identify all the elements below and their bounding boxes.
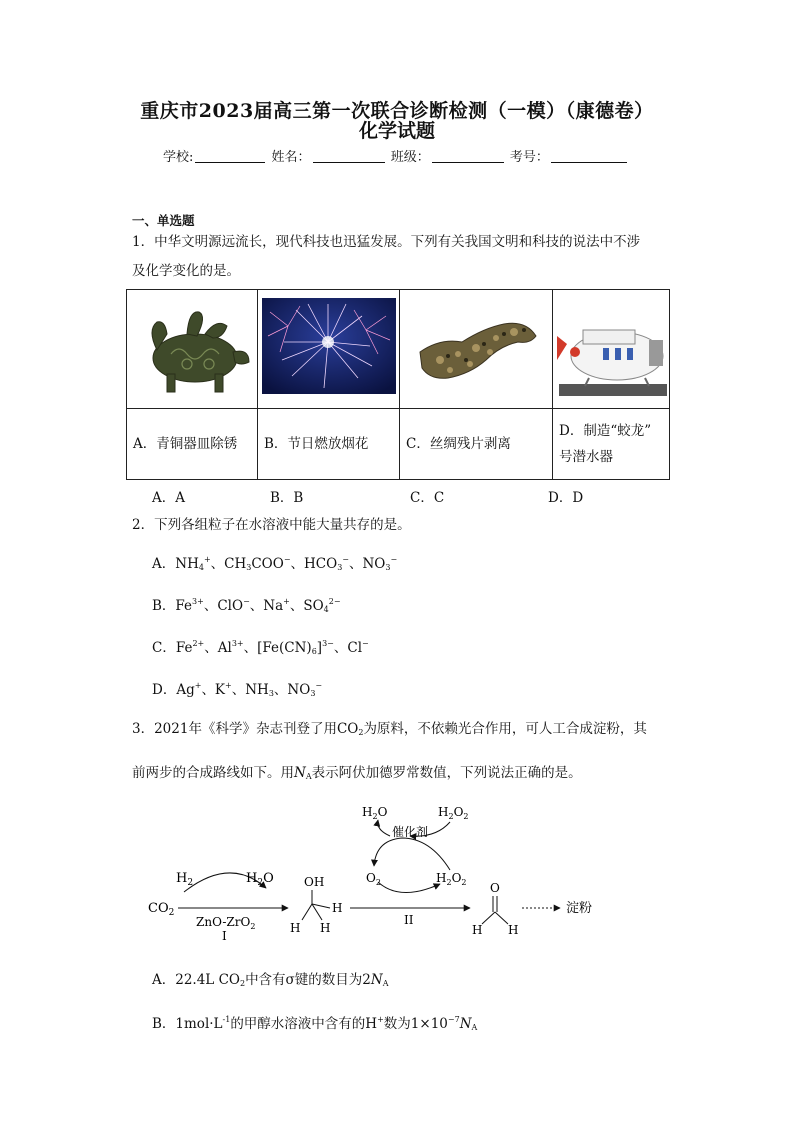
name-label: 姓名：	[271, 150, 311, 165]
q1-option-c[interactable]: C．C	[410, 490, 445, 506]
svg-text:H: H	[332, 901, 343, 915]
paper-subtitle: 化学试题	[358, 120, 435, 142]
caption-d-line2: 号潜水器	[559, 449, 613, 465]
q1-stem-line1: 1．中华文明源远流长，现代科技也迅猛发展。下列有关我国文明和科技的说法中不涉	[132, 234, 641, 250]
q3-stem-line2: 前两步的合成路线如下。用$N_A$表示阿伏加德罗常数值，下列说法正确的是。	[132, 765, 582, 781]
methanol-structure	[290, 875, 342, 935]
class-label: 班级：	[390, 150, 430, 165]
h2o2-label: $H_2O_2$	[436, 871, 467, 887]
svg-text:H: H	[290, 921, 301, 935]
caption-d-line1: D．制造“蛟龙”	[559, 423, 652, 439]
caption-b: B．节日燃放烟花	[258, 409, 400, 480]
caption-c: C．丝绸残片剥离	[400, 409, 553, 480]
student-info-line	[163, 146, 629, 165]
q1-stem-line2: 及化学变化的是。	[132, 263, 240, 279]
cycle-h2o2-top-label: $H_2O_2$	[438, 805, 469, 821]
exam-no-blank[interactable]	[551, 149, 627, 163]
formaldehyde-structure	[472, 881, 518, 937]
class-blank[interactable]	[432, 149, 504, 163]
section-heading: 一、单选题	[132, 213, 195, 228]
o2-label: $O_2$	[366, 871, 381, 887]
q2-option-d[interactable]: D．Ag+、K+、$NH_3$、$NO_3^-$	[152, 681, 323, 698]
co2-label: $CO_2$	[148, 901, 175, 918]
q2-option-b[interactable]: B．$Fe^{3+}$、ClO−、Na+、$SO_4^{2-}$	[152, 597, 341, 614]
q2-option-a[interactable]: A．$NH_4^+$、$CH_3COO^-$、$HCO_3^-$、$NO_3^-$	[152, 555, 398, 572]
q1-option-d[interactable]: D．D	[548, 490, 584, 506]
cycle-h2o-label: $H_2O$	[362, 805, 388, 821]
svg-text:H: H	[320, 921, 331, 935]
silk-fragment-image	[400, 290, 553, 409]
paper-title: 重庆市2023届高三第一次联合诊断检测（一模）（康德卷）	[140, 100, 654, 122]
caption-d	[553, 409, 670, 480]
q1-option-b[interactable]: B．B	[270, 490, 304, 506]
zno-zro2-catalyst-label: ZnO-ZrO$_2$	[196, 915, 256, 931]
bronze-vessel-image	[127, 290, 258, 409]
cycle-upper-arc	[374, 838, 450, 870]
synthesis-route-diagram	[140, 798, 620, 948]
q1-option-a[interactable]: A．A	[152, 490, 185, 506]
q3-option-b[interactable]: B．$1mol\cdot L^{-1}$的甲醇水溶液中含有的H+数为$1\times 10^{-7}N_A$	[152, 1015, 478, 1032]
exam-no-label: 考号：	[509, 150, 549, 165]
svg-text:O: O	[490, 881, 500, 895]
fireworks-image	[258, 290, 400, 409]
catalyst-label: 催化剂	[392, 825, 429, 839]
svg-text:OH: OH	[304, 875, 325, 889]
q3-stem-line1: 3．2021年《科学》杂志刊登了用$CO_2$为原料，不依赖光合作用，可人工合成淀粉，其	[132, 721, 647, 737]
svg-text:H: H	[508, 923, 519, 937]
svg-text:H: H	[472, 923, 483, 937]
step-1-label: I	[222, 929, 227, 943]
h2-label: $H_2$	[176, 871, 194, 888]
name-blank[interactable]	[313, 149, 385, 163]
h2o-label: $H_2O$	[246, 871, 274, 888]
submersible-image	[553, 290, 670, 409]
catalyst-to-h2o-arrow	[378, 820, 390, 836]
caption-a: A．青铜器皿除锈	[127, 409, 258, 480]
school-blank[interactable]	[195, 149, 265, 163]
school-label: 学校:	[163, 150, 194, 165]
step-2-label: II	[404, 913, 414, 927]
starch-label: 淀粉	[566, 901, 593, 916]
q2-option-c[interactable]: C．$Fe^{2+}$、$Al^{3+}$、$[Fe(CN)_6]^{3-}$、Cl−	[152, 639, 369, 656]
q3-option-a[interactable]: A．22.4L $CO_2$中含有σ键的数目为$2N_A$	[152, 972, 389, 988]
q1-image-table	[126, 289, 670, 480]
cycle-lower-arc	[378, 882, 440, 893]
q2-stem: 2．下列各组粒子在水溶液中能大量共存的是。	[132, 517, 411, 533]
